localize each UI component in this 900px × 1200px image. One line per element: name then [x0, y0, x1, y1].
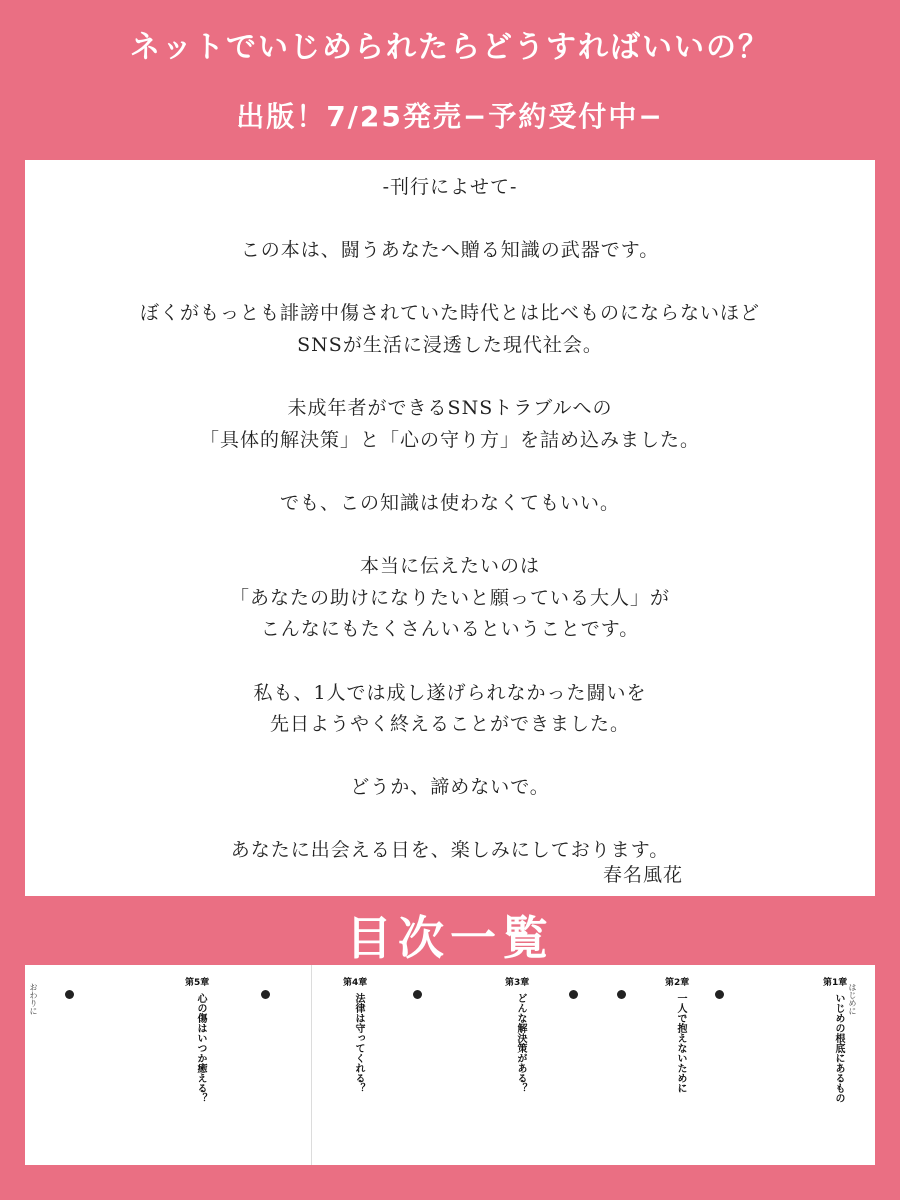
section-bullet-icon — [65, 990, 74, 999]
chapter-3-number: 第3章 — [505, 978, 530, 988]
section-bullet-icon — [413, 990, 422, 999]
toc-back-label: おわりに — [29, 983, 38, 1015]
section-bullet-icon — [261, 990, 270, 999]
section-bullet-icon — [569, 990, 578, 999]
toc-spread-image — [25, 965, 875, 1165]
foreword-line — [25, 456, 875, 488]
foreword-line — [25, 804, 875, 836]
foreword-line: 未成年者ができるSNSトラブルへの — [287, 397, 613, 420]
foreword-line: この本は、闘うあなたへ贈る知識の武器です。 — [240, 239, 660, 262]
toc-front-label: はじめに — [848, 983, 857, 1015]
chapter-5-title: 心の傷はいつか癒える？ — [195, 993, 206, 1103]
chapter-4-number: 第4章 — [343, 978, 368, 988]
page-title: ネットでいじめられたらどうすればいいの？ — [130, 30, 770, 65]
foreword-line: 「具体的解決策」と「心の守り方」を詰め込みました。 — [199, 428, 700, 451]
release-banner: 出版！7/25発売−予約受付中− — [236, 100, 664, 133]
page-fold — [311, 965, 312, 1165]
chapter-1-title: いじめの根底にあるもの — [833, 993, 844, 1103]
foreword-line: あなたに出会える日を、楽しみにしております。 — [230, 839, 670, 862]
foreword-line: どうか、諦めないで。 — [350, 776, 550, 799]
foreword-line — [25, 362, 875, 394]
foreword-line — [25, 520, 875, 552]
author-signature: 春名風花 — [603, 864, 684, 886]
foreword-line: SNSが生活に浸透した現代社会。 — [297, 333, 603, 356]
foreword-line — [25, 267, 875, 299]
foreword-line — [25, 646, 875, 678]
section-bullet-icon — [617, 990, 626, 999]
chapter-4-title: 法律は守ってくれる？ — [353, 993, 364, 1093]
foreword-line: -刊行によせて- — [382, 176, 518, 198]
foreword-line — [25, 204, 875, 236]
foreword-line — [25, 741, 875, 773]
foreword-line: ぼくがもっとも誹謗中傷されていた時代とは比べものにならないほど — [139, 302, 760, 325]
foreword-line: 「あなたの助けになりたいと願っている大人」が — [229, 586, 670, 609]
chapter-5-number: 第5章 — [185, 978, 210, 988]
foreword-text — [25, 172, 875, 867]
chapter-2-title: 一人で抱えないために — [675, 993, 686, 1093]
section-bullet-icon — [715, 990, 724, 999]
foreword-line: 本当に伝えたいのは — [359, 555, 540, 578]
foreword-line: でも、この知識は使わなくてもいい。 — [279, 491, 620, 514]
foreword-panel — [25, 160, 875, 896]
toc-heading: 目次一覧 — [346, 911, 554, 965]
chapter-1-number: 第1章 — [823, 978, 848, 988]
foreword-line: こんなにもたくさんいるということです。 — [260, 618, 640, 641]
chapter-2-number: 第2章 — [665, 978, 690, 988]
foreword-line: 私も、1人では成し遂げられなかった闘いを — [253, 681, 647, 704]
foreword-line: 先日ようやく終えることができました。 — [269, 713, 630, 736]
chapter-3-title: どんな解決策がある？ — [515, 993, 526, 1093]
